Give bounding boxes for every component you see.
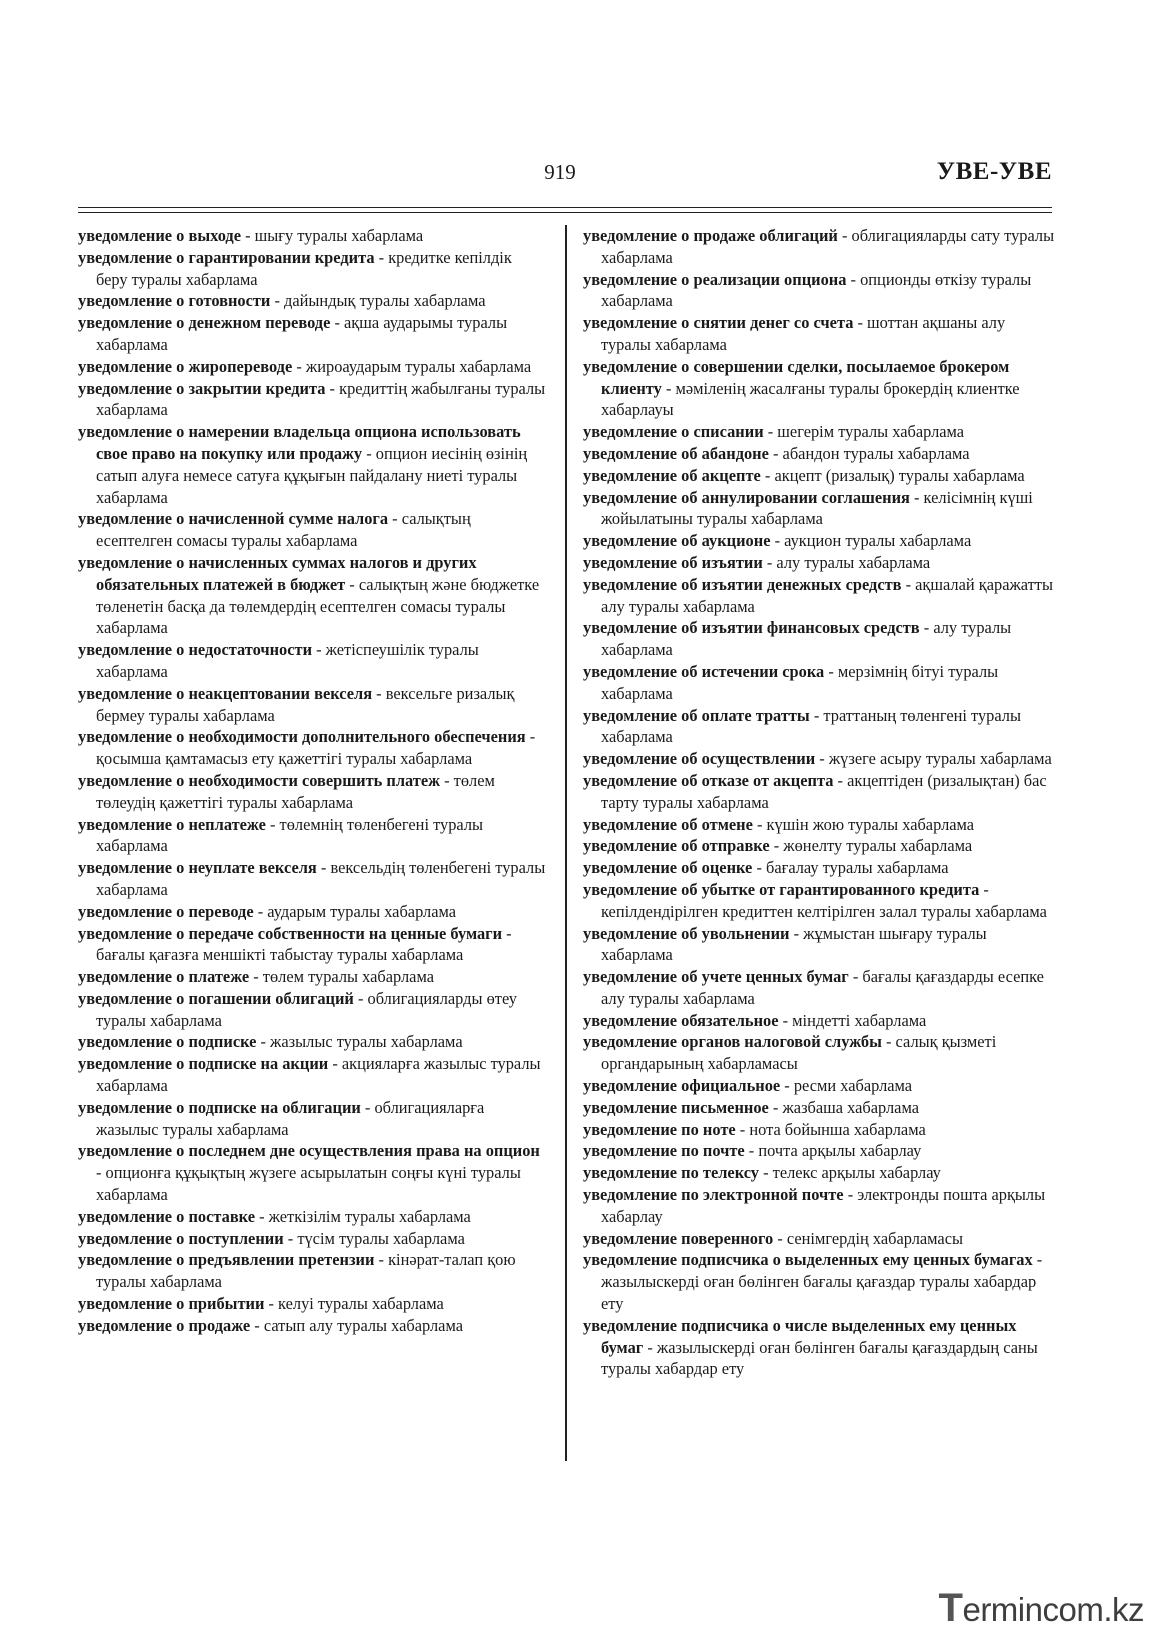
- entry-term: уведомление об увольнении: [583, 923, 790, 943]
- entry-term: уведомление об осуществлении: [583, 749, 816, 769]
- entry-term: уведомление о продаже облигаций: [583, 226, 838, 245]
- entry-term: уведомление поверенного: [583, 1228, 774, 1248]
- dictionary-entry: [78, 552, 546, 639]
- entry-definition: - бағалы қағаздарды есепке алу туралы хабарлама: [601, 967, 1044, 1008]
- entry-definition: - қосымша қамтамасыз ету қажеттігі туралы хабарлама: [96, 727, 536, 769]
- dictionary-entry: [583, 530, 1055, 552]
- dictionary-entry: [78, 857, 546, 901]
- dictionary-entry: [583, 356, 1055, 421]
- entry-term: уведомление о выходе: [78, 226, 241, 245]
- entry-definition: - нота бойынша хабарлама: [735, 1119, 926, 1139]
- dictionary-entry: [78, 356, 546, 378]
- entry-term: уведомление об истечении срока: [583, 661, 825, 681]
- entry-term: уведомление об изъятии финансовых средств: [583, 618, 920, 638]
- entry-term: уведомление о начисленных суммах налогов и других обязательных платежей в бюджет: [78, 552, 477, 594]
- entry-definition: - абандон туралы хабарлама: [768, 443, 970, 463]
- entry-definition: - траттаның төленгені туралы хабарлама: [601, 705, 1021, 747]
- dictionary-entry: [78, 639, 546, 683]
- entry-term: уведомление о закрытии кредита: [78, 378, 326, 398]
- dictionary-entry: [78, 1097, 546, 1141]
- entry-definition: - жазылыс туралы хабарлама: [256, 1032, 463, 1052]
- entry-definition: - облигацияларды өтеу туралы хабарлама: [96, 988, 518, 1030]
- header-rule-top: [78, 207, 1052, 208]
- entry-definition: - телекс арқылы хабарлау: [759, 1163, 941, 1183]
- entry-definition: - салық қызметі органдарының хабарламасы: [601, 1032, 997, 1074]
- entry-term: уведомление об отправке: [583, 836, 770, 856]
- entry-term: уведомление официальное: [583, 1076, 781, 1096]
- entry-term: уведомление о необходимости совершить платеж: [78, 770, 441, 790]
- entry-definition: - шығу туралы хабарлама: [240, 226, 424, 245]
- entry-definition: - облигацияларға жазылыс туралы хабарлама: [96, 1097, 485, 1139]
- entry-definition: - ақшалай қаражатты алу туралы хабарлама: [601, 574, 1053, 616]
- dictionary-entry: [583, 1140, 1055, 1162]
- dictionary-entry: [78, 966, 546, 988]
- dictionary-entry: [583, 1031, 1055, 1075]
- dictionary-entry: [78, 290, 546, 312]
- entry-term: уведомление по почте: [583, 1141, 745, 1161]
- entry-definition: - аукцион туралы хабарлама: [770, 531, 972, 551]
- entry-term: уведомление о подписке: [78, 1032, 257, 1052]
- entry-definition: - салықтың есептелген сомасы туралы хабарлама: [96, 509, 471, 551]
- entry-term: уведомление о продаже: [78, 1315, 251, 1335]
- entry-term: уведомление о погашении облигаций: [78, 988, 354, 1008]
- dictionary-entry: [78, 225, 546, 247]
- dictionary-entry: [583, 312, 1055, 356]
- entry-term: уведомление подписчика о выделенных ему ценных бумагах: [583, 1250, 1033, 1270]
- entry-definition: - сенімгердің хабарламасы: [773, 1228, 963, 1248]
- entry-definition: - төлем туралы хабарлама: [249, 967, 434, 987]
- dictionary-entry: [78, 726, 546, 770]
- entry-definition: - түсім туралы хабарлама: [283, 1228, 465, 1248]
- dictionary-entry: [583, 465, 1055, 487]
- entry-definition: - мерзімнің бітуі туралы хабарлама: [601, 661, 999, 703]
- entry-term: уведомление о платеже: [78, 967, 250, 987]
- entry-term: уведомление обязательное: [583, 1010, 779, 1030]
- dictionary-entry: [583, 552, 1055, 574]
- entry-term: уведомление подписчика о числе выделенных ему ценных бумаг: [583, 1315, 1017, 1357]
- dictionary-entry: [583, 574, 1055, 618]
- dictionary-entry: [583, 1162, 1055, 1184]
- entry-definition: - вексельге ризалық бермеу туралы хабарлама: [96, 683, 515, 725]
- dictionary-entry: [78, 683, 546, 727]
- terminkom-logo[interactable]: [939, 1586, 1144, 1631]
- dictionary-entry: [583, 879, 1055, 923]
- entry-term: уведомление о подписке на акции: [78, 1054, 329, 1074]
- dictionary-entry: [583, 705, 1055, 749]
- entry-definition: - келісімнің күші жойылатыны туралы хабарлама: [601, 487, 1033, 529]
- dictionary-entry: [78, 814, 546, 858]
- dictionary-entry: [78, 1249, 546, 1293]
- dictionary-entry: [583, 421, 1055, 443]
- entry-definition: - салықтың және бюджетке төленетін басқа да төлемдердің есептелген сомасы туралы хабарлама: [96, 574, 540, 638]
- entry-definition: - жөнелту туралы хабарлама: [769, 836, 973, 856]
- dictionary-entry: [583, 1315, 1055, 1380]
- entry-definition: - сатып алу туралы хабарлама: [250, 1315, 463, 1335]
- dictionary-entry: [78, 1053, 546, 1097]
- entry-term: уведомление об изъятии: [583, 552, 763, 572]
- entry-definition: - облигацияларды сату туралы хабарлама: [601, 226, 1055, 267]
- entry-definition: - акцептіден (ризалықтан) бас тарту туралы хабарлама: [601, 770, 1047, 812]
- entry-definition: - опционға құқықтың жүзеге асырылатын соңғы күні туралы хабарлама: [96, 1163, 521, 1205]
- dictionary-entry: [78, 901, 546, 923]
- entry-term: уведомление о переводе: [78, 901, 254, 921]
- dictionary-entry: [78, 1315, 546, 1337]
- entry-definition: - дайындық туралы хабарлама: [270, 291, 486, 311]
- entry-term: уведомление о денежном переводе: [78, 313, 331, 333]
- entry-definition: - акцепт (ризалық) туралы хабарлама: [760, 465, 1025, 485]
- dictionary-entry: [78, 923, 546, 967]
- dictionary-entry: [583, 1075, 1055, 1097]
- entry-term: уведомление о неуплате векселя: [78, 858, 317, 878]
- page-number: 919: [544, 160, 576, 184]
- entry-term: уведомление о намерении владельца опциона использовать свое право на покупку или продажу: [78, 422, 521, 463]
- entry-term: уведомление об оплате тратты: [583, 705, 810, 725]
- header-rule-bottom: [78, 212, 1052, 213]
- logo-text: ermincom.kz: [962, 1591, 1144, 1628]
- entry-term: уведомление о гарантировании кредита: [78, 247, 375, 267]
- entry-term: уведомление о последнем дне осуществления права на опцион: [78, 1141, 540, 1161]
- entry-term: уведомление по ноте: [583, 1119, 736, 1139]
- dictionary-entry: [583, 1097, 1055, 1119]
- entry-definition: - кінәрат-талап қою туралы хабарлама: [96, 1250, 516, 1292]
- logo-initial: T: [938, 1586, 963, 1630]
- entry-term: уведомление о поступлении: [78, 1228, 284, 1248]
- dictionary-entry: [78, 508, 546, 552]
- dictionary-entry: [78, 312, 546, 356]
- entry-definition: - жироаударым туралы хабарлама: [292, 356, 532, 376]
- dictionary-entry: [78, 1206, 546, 1228]
- entry-definition: - кредитке кепілдік беру туралы хабарлама: [96, 247, 512, 289]
- entry-definition: - аударым туралы хабарлама: [253, 901, 457, 921]
- entry-term: уведомление об убытке от гарантированного кредита: [583, 879, 980, 899]
- entry-definition: - төлем төлеудің қажеттігі туралы хабарлама: [96, 770, 495, 812]
- dictionary-entry: [583, 617, 1055, 661]
- entry-definition: - шегерім туралы хабарлама: [763, 422, 965, 442]
- dictionary-entry: [583, 857, 1055, 879]
- entry-term: уведомление письменное: [583, 1097, 769, 1117]
- entry-definition: - опцион иесінің өзінің сатып алуға немесе сатуға құқығын пайдалану ниеті туралы хабарлама: [96, 443, 528, 507]
- entry-term: уведомление о прибытии: [78, 1294, 265, 1314]
- dictionary-entry: [78, 378, 546, 422]
- entry-term: уведомление о подписке на облигации: [78, 1097, 361, 1117]
- entry-term: уведомление об изъятии денежных средств: [583, 574, 902, 594]
- dictionary-entry: [583, 1119, 1055, 1141]
- entry-definition: - мәміленің жасалғаны туралы брокердің клиентке хабарлауы: [601, 378, 1020, 420]
- entry-term: уведомление о передаче собственности на ценные бумаги: [78, 923, 503, 943]
- entry-term: уведомление об аннулировании соглашения: [583, 487, 910, 507]
- dictionary-entry: [583, 814, 1055, 836]
- dictionary-entry: [583, 835, 1055, 857]
- entry-term: уведомление по электронной почте: [583, 1185, 844, 1205]
- entry-term: уведомление о необходимости дополнительного обеспечения: [78, 727, 526, 747]
- entry-term: уведомление о неплатеже: [78, 814, 266, 834]
- entry-term: уведомление о предъявлении претензии: [78, 1250, 375, 1270]
- dictionary-entry: [583, 1184, 1055, 1228]
- entry-term: уведомление о готовности: [78, 291, 271, 311]
- entry-term: уведомление о снятии денег со счета: [583, 313, 854, 333]
- entry-definition: - бағалау туралы хабарлама: [752, 858, 949, 878]
- entry-definition: - міндетті хабарлама: [778, 1010, 927, 1030]
- dictionary-entry: [583, 770, 1055, 814]
- entry-term: уведомление об отмене: [583, 814, 753, 834]
- dictionary-entry: [78, 1031, 546, 1053]
- entry-term: уведомление о неакцептовании векселя: [78, 683, 373, 703]
- dictionary-entry: [78, 421, 546, 508]
- dictionary-entry: [583, 225, 1055, 269]
- entry-term: уведомление о начисленной сумме налога: [78, 509, 389, 529]
- entry-term: уведомление о жиропереводе: [78, 356, 293, 376]
- entry-definition: - алу туралы хабарлама: [762, 552, 931, 572]
- entry-definition: - келуі туралы хабарлама: [264, 1294, 444, 1314]
- dictionary-entry: [583, 1228, 1055, 1250]
- entry-term: уведомление об аукционе: [583, 531, 771, 551]
- entry-definition: - төлемнің төленбегені туралы хабарлама: [96, 814, 484, 856]
- entry-definition: - опционды өткізу туралы хабарлама: [601, 269, 1032, 311]
- entry-term: уведомление о списании: [583, 422, 764, 442]
- entry-definition: - электронды пошта арқылы хабарлау: [601, 1185, 1046, 1226]
- column-divider: [565, 225, 567, 1461]
- dictionary-entry: [583, 923, 1055, 967]
- entry-term: уведомление о реализации опциона: [583, 269, 847, 289]
- entry-definition: - жетіспеушілік туралы хабарлама: [96, 640, 479, 681]
- entry-definition: - ресми хабарлама: [780, 1076, 913, 1096]
- entry-term: уведомление по телексу: [583, 1163, 759, 1183]
- left-column: [78, 225, 546, 1337]
- entry-definition: - кепілдендірілген кредиттен келтірілген залал туралы хабарлама: [601, 879, 1047, 921]
- entry-definition: - алу туралы хабарлама: [601, 618, 1012, 660]
- dictionary-entry: [78, 1140, 546, 1205]
- entry-definition: - бағалы қағазға меншікті табыстау туралы хабарлама: [96, 923, 512, 965]
- entry-term: уведомление органов налоговой службы: [583, 1032, 882, 1052]
- running-head: УВЕ-УВЕ: [936, 158, 1052, 185]
- entry-definition: - акцияларға жазылыс туралы хабарлама: [96, 1054, 541, 1096]
- entry-term: уведомление об абандоне: [583, 443, 769, 463]
- dictionary-entry: [583, 487, 1055, 531]
- entry-definition: - жүзеге асыру туралы хабарлама: [815, 749, 1052, 769]
- entry-definition: - кредиттің жабылғаны туралы хабарлама: [96, 378, 546, 420]
- dictionary-entry: [583, 1249, 1055, 1314]
- dictionary-entry: [78, 988, 546, 1032]
- entry-term: уведомление о поставке: [78, 1206, 255, 1226]
- entry-term: уведомление об отказе от акцепта: [583, 770, 834, 790]
- dictionary-entry: [583, 748, 1055, 770]
- entry-definition: - жазбаша хабарлама: [768, 1097, 919, 1117]
- dictionary-entry: [78, 1228, 546, 1250]
- dictionary-entry: [78, 247, 546, 291]
- entry-term: уведомление об оценке: [583, 858, 753, 878]
- entry-definition: - жұмыстан шығару туралы хабарлама: [601, 923, 987, 965]
- entry-definition: - жазылыскерді оған бөлінген бағалы қағаздардың саны туралы хабардар ету: [601, 1337, 1038, 1379]
- entry-term: уведомление о недостаточности: [78, 640, 313, 660]
- dictionary-entry: [583, 1010, 1055, 1032]
- dictionary-entry: [78, 1293, 546, 1315]
- entry-definition: - шоттан ақшаны алу туралы хабарлама: [601, 313, 1006, 354]
- entry-definition: - ақша аударымы туралы хабарлама: [96, 313, 508, 354]
- entry-definition: - жазылыскерді оған бөлінген бағалы қағаздар туралы хабардар ету: [601, 1250, 1043, 1314]
- entry-definition: - күшін жою туралы хабарлама: [752, 814, 975, 834]
- entry-definition: - почта арқылы хабарлау: [744, 1141, 922, 1161]
- dictionary-entry: [583, 269, 1055, 313]
- entry-definition: - вексельдің төленбегені туралы хабарлама: [96, 858, 546, 899]
- entry-term: уведомление о совершении сделки, посылаемое брокером клиенту: [583, 356, 1010, 398]
- dictionary-entry: [583, 443, 1055, 465]
- entry-definition: - жеткізілім туралы хабарлама: [255, 1206, 471, 1226]
- right-column: [583, 225, 1055, 1380]
- dictionary-entry: [583, 966, 1055, 1010]
- dictionary-entry: [78, 770, 546, 814]
- entry-term: уведомление об учете ценных бумаг: [583, 967, 849, 987]
- dictionary-entry: [583, 661, 1055, 705]
- entry-term: уведомление об акцепте: [583, 465, 761, 485]
